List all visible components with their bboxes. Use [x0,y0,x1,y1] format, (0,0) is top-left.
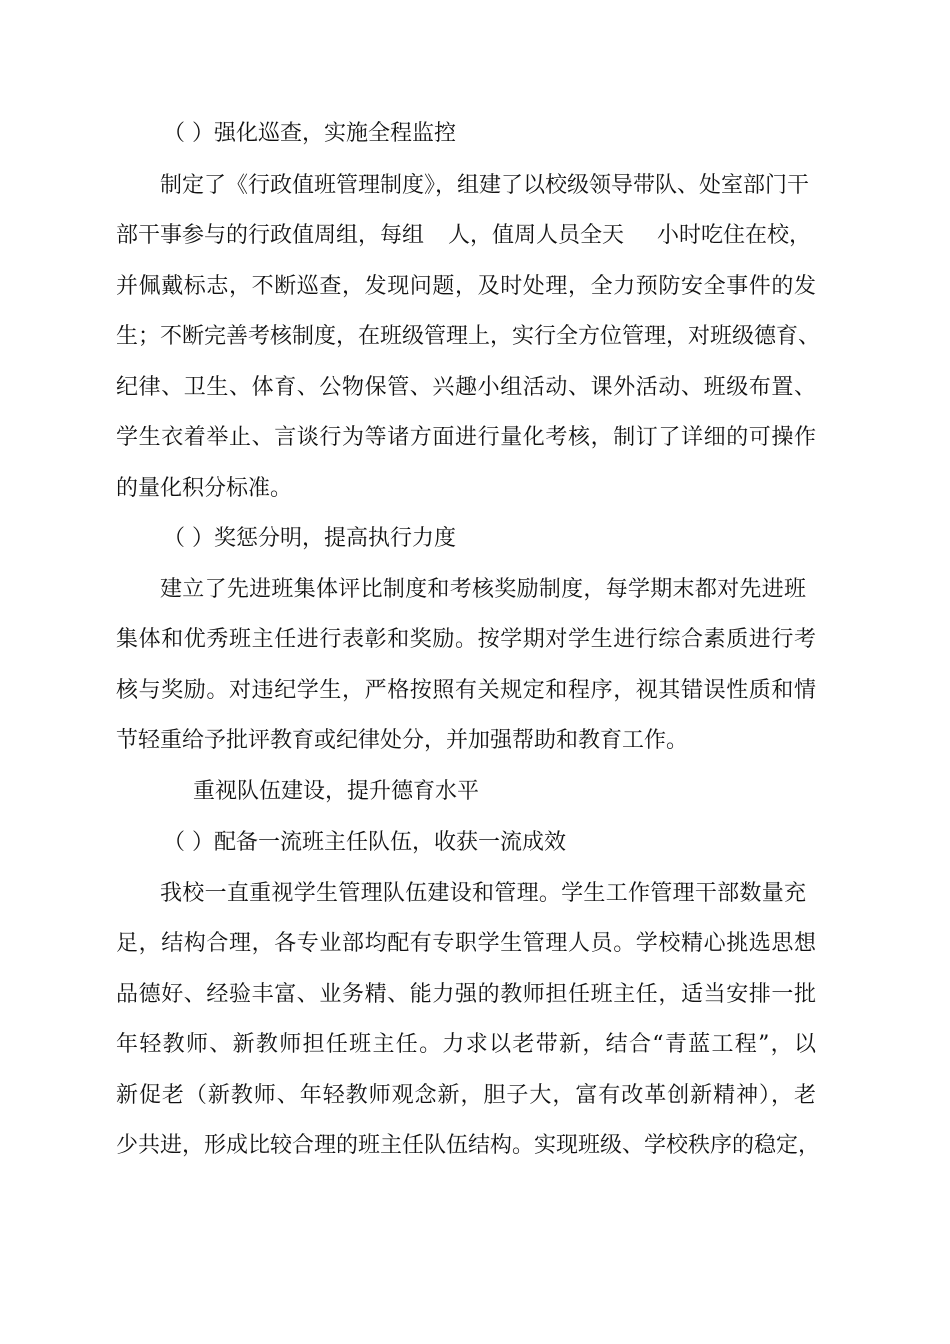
main-heading: 重视队伍建设，提升德育水平 [193,779,480,804]
paragraph-line: 制定了《行政值班管理制度》，组建了以校级领导带队、处室部门干 [160,173,810,198]
paragraph-line: 生；不断完善考核制度，在班级管理上，实行全方位管理，对班级德育、 [116,324,821,349]
paragraph-line: 品德好、经验丰富、业务精、能力强的教师担任班主任，适当安排一批 [116,982,816,1007]
paragraph-line: 新促老（新教师、年轻教师观念新，胆子大，富有改革创新精神），老 [116,1083,816,1108]
paragraph-line-segment: 小时吃住在校， [657,223,812,248]
paragraph-line: 建立了先进班集体评比制度和考核奖励制度，每学期末都对先进班 [160,577,806,602]
paragraph-line: 足，结构合理，各专业部均配有专职学生管理人员。学校精心挑选思想 [116,931,816,956]
paragraph-line-composite [116,221,816,251]
section-heading: （ ）配备一流班主任队伍，收获一流成效 [163,830,566,855]
paragraph-line: 集体和优秀班主任进行表彰和奖励。按学期对学生进行综合素质进行考 [116,627,816,652]
section-heading: （ ）奖惩分明，提高执行力度 [163,526,456,551]
paragraph-line: 我校一直重视学生管理队伍建设和管理。学生工作管理干部数量充 [160,881,806,906]
paragraph-line: 节轻重给予批评教育或纪律处分，并加强帮助和教育工作。 [116,728,689,753]
paragraph-line: 少共进，形成比较合理的班主任队伍结构。实现班级、学校秩序的稳定， [116,1133,821,1158]
section-heading: （ ）强化巡查，实施全程监控 [163,121,456,146]
paragraph-line: 并佩戴标志，不断巡查，发现问题，及时处理，全力预防安全事件的发 [116,274,816,299]
paragraph-line: 纪律、卫生、体育、公物保管、兴趣小组活动、课外活动、班级布置、 [116,375,816,400]
paragraph-line: 学生衣着举止、言谈行为等诸方面进行量化考核，制订了详细的可操作 [116,425,816,450]
paragraph-line: 核与奖励。对违纪学生，严格按照有关规定和程序，视其错误性质和情 [116,678,816,703]
paragraph-line-segment: 人，值周人员全天 [448,223,625,248]
paragraph-line: 的量化积分标准。 [116,476,293,501]
paragraph-line: 年轻教师、新教师担任班主任。力求以老带新，结合“青蓝工程”，以 [116,1032,816,1057]
paragraph-line-segment: 部干事参与的行政值周组，每组 [116,223,425,248]
